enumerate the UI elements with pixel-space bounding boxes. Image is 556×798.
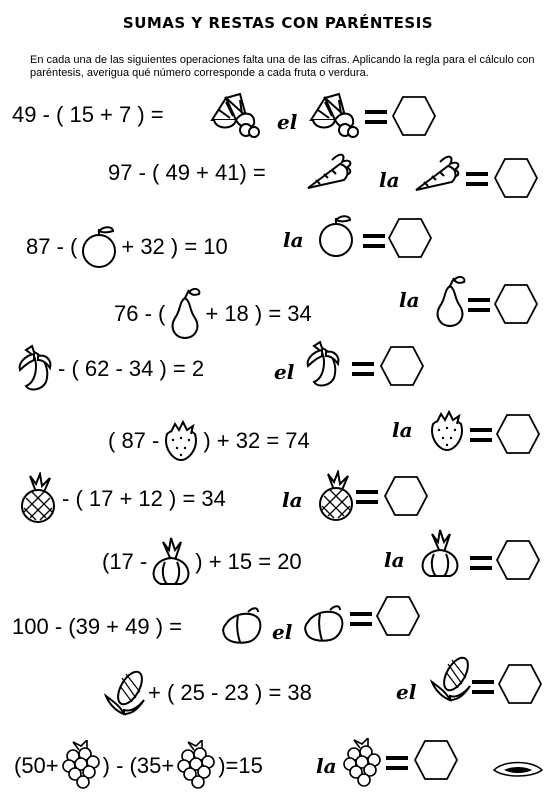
pepper-icon [218,602,266,650]
equation-row-5 [16,342,204,396]
equation-text: - ( 17 + 12 ) = 34 [62,486,226,511]
author-logo [490,752,546,788]
answer-hexagon[interactable] [496,540,542,582]
equation-text: 100 - (39 + 49 ) = [12,614,182,639]
banana-icon [16,342,58,396]
equals-sign [356,490,378,504]
answer-hexagon[interactable] [498,664,544,706]
banana-icon [304,338,346,392]
answer-hexagon[interactable] [392,96,438,138]
corn-icon [426,652,474,706]
answer-hexagon[interactable] [496,414,542,456]
equation-row-9 [12,614,182,640]
equals-sign [365,110,387,124]
strawberry-icon [159,418,203,464]
equation-text: (50+ [14,753,59,778]
article: la [399,288,420,312]
orange-icon [314,214,358,262]
article: la [316,754,337,778]
equals-sign [352,362,374,376]
carrot-icon [302,148,356,198]
article: la [282,488,303,512]
article: la [283,228,304,252]
pineapple-icon [312,470,360,524]
equation-text: ) + 32 = 74 [203,428,310,453]
equation-text: + 32 ) = 10 [121,234,228,259]
article: el [274,360,295,384]
equation-text: ( 87 - [108,428,160,453]
pineapple-icon [14,472,62,526]
equation-text: 97 - ( 49 + 41) = [108,160,266,185]
equation-row-4 [114,288,312,340]
equation-row-11 [14,740,263,792]
answer-hexagon[interactable] [494,284,540,326]
answer-hexagon[interactable] [384,476,430,518]
article: la [379,168,400,192]
answer-hexagon[interactable] [376,596,422,638]
equals-sign [466,172,488,186]
corn-icon [100,666,148,720]
equation-row-7 [14,472,226,526]
equals-sign [363,234,385,248]
orange-icon [77,225,121,269]
equals-sign [472,680,494,694]
lemon-icon [206,90,260,140]
article: el [396,680,417,704]
pepper-icon [300,600,348,648]
equals-sign [468,298,490,312]
equals-sign [470,556,492,570]
pear-icon [430,276,470,330]
equation-row-3 [26,225,228,269]
raspberry-icon [340,738,384,790]
equals-sign [470,428,492,442]
article: la [392,418,413,442]
equation-row-2 [108,160,266,186]
equation-row-1 [12,102,164,128]
onion-icon [416,528,466,582]
answer-hexagon[interactable] [414,740,460,782]
answer-hexagon[interactable] [494,158,540,200]
equation-text: - ( 62 - 34 ) = 2 [58,356,205,381]
article: el [277,110,298,134]
raspberry-icon [174,740,218,792]
raspberry-icon [59,740,103,792]
equals-sign [350,612,372,626]
equation-text: 49 - ( 15 + 7 ) = [12,102,164,127]
instructions: En cada una de las siguientes operaciones falta una de las cifras. Aplicando la regla para el cálculo con paréntesis, averigua qué número corresponde a cada fruta o verdura. [30,54,535,79]
onion-icon [147,536,195,588]
equation-row-10 [100,666,312,720]
pear-icon [165,288,205,340]
page-title: SUMAS Y RESTAS CON PARÉNTESIS [122,14,434,32]
article: el [272,620,293,644]
equation-row-8 [102,536,302,588]
strawberry-icon [425,408,469,454]
equation-text: + 18 ) = 34 [205,301,312,326]
lemon-icon [305,90,359,140]
carrot-icon [410,150,464,200]
equation-text: ) + 15 = 20 [195,549,302,574]
equation-text: ) - (35+ [102,753,175,778]
equation-text: + ( 25 - 23 ) = 38 [148,680,312,705]
equals-sign [386,756,408,770]
equation-text: (17 - [102,549,148,574]
equation-text: 76 - ( [114,301,166,326]
equation-text: )=15 [218,753,263,778]
equation-text: 87 - ( [26,234,78,259]
article: la [384,548,405,572]
answer-hexagon[interactable] [380,346,426,388]
answer-hexagon[interactable] [388,218,434,260]
equation-row-6 [108,418,310,464]
